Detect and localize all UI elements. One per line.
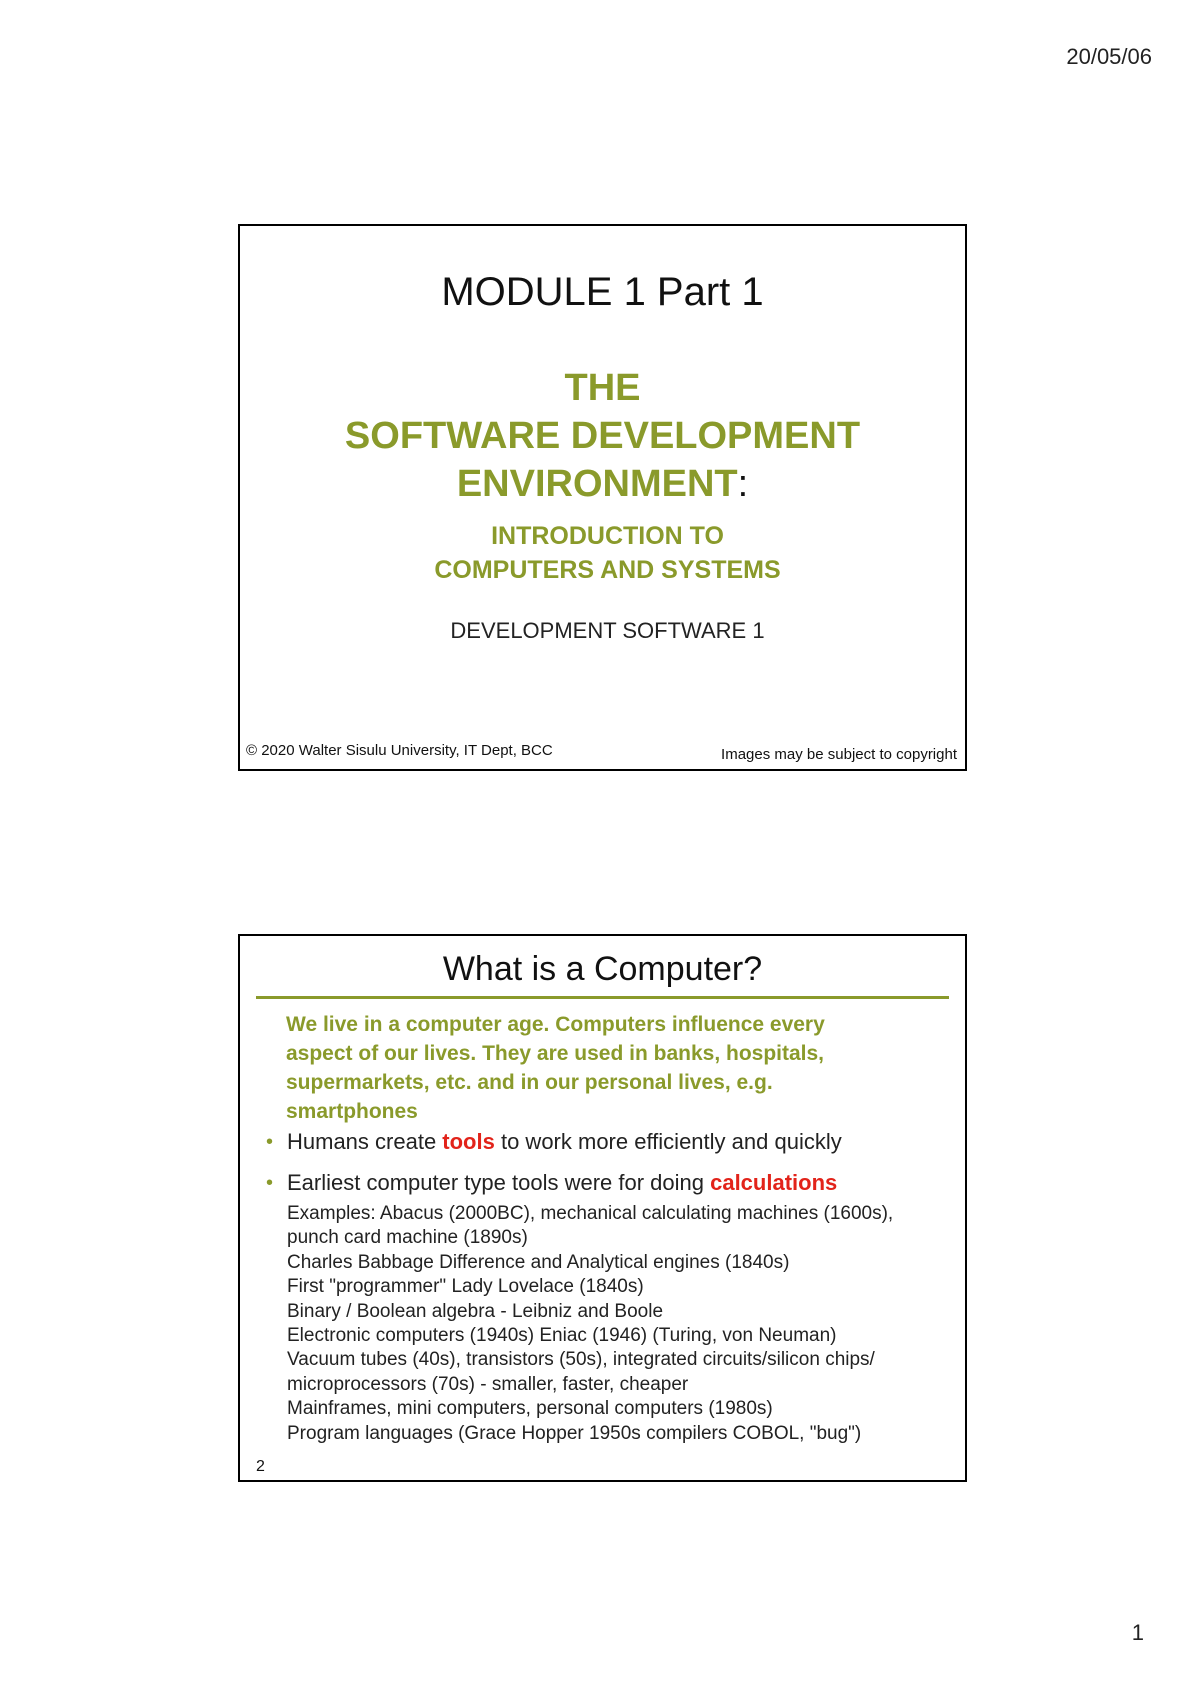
slide-2-title: What is a Computer? — [442, 950, 763, 988]
highlight-tools: tools — [442, 1129, 495, 1154]
example-line: punch card machine (1890s) — [287, 1227, 528, 1249]
example-line: Program languages (Grace Hopper 1950s compilers COBOL, "bug") — [287, 1422, 862, 1444]
images-copyright-note: Images may be subject to copyright — [721, 746, 957, 763]
bullet-calculations — [266, 1169, 945, 1197]
title-divider — [256, 996, 949, 999]
slide-number: 2 — [256, 1458, 265, 1475]
example-line: First "programmer" Lady Lovelace (1840s) — [287, 1276, 644, 1298]
example-line: Examples: Abacus (2000BC), mechanical calculating machines (1600s), — [287, 1203, 894, 1224]
example-line: Mainframes, mini computers, personal computers (1980s) — [287, 1398, 773, 1420]
bullet-tools — [266, 1128, 945, 1156]
bullet-text-after: to work more efficiently and quickly — [494, 1129, 842, 1154]
intro-line: smartphones — [286, 1100, 418, 1123]
bullet-dot-icon: • — [266, 1172, 274, 1194]
example-line: Electronic computers (1940s) Eniac (1946) (Turing, von Neuman) — [287, 1325, 837, 1347]
title-line-2: SOFTWARE DEVELOPMENT — [344, 415, 861, 457]
examples-list — [287, 1202, 945, 1446]
intro-line: supermarkets, etc. and in our personal lives, e.g. — [286, 1071, 773, 1094]
bullet-dot-icon: • — [266, 1131, 274, 1153]
slide-1 — [238, 224, 967, 771]
bullet-text — [287, 1128, 945, 1156]
example-line: Vacuum tubes (40s), transistors (50s), integrated circuits/silicon chips/ — [287, 1349, 875, 1371]
example-line: Binary / Boolean algebra - Leibniz and Boole — [287, 1300, 664, 1322]
example-line: Charles Babbage Difference and Analytical engines (1840s) — [287, 1251, 790, 1273]
example-line: microprocessors (70s) - smaller, faster, cheaper — [287, 1373, 689, 1395]
bullet-text-before: Humans create — [287, 1129, 443, 1154]
title-colon: : — [737, 463, 749, 505]
highlight-calculations: calculations — [710, 1170, 838, 1195]
title-line-3-text: ENVIRONMENT — [456, 463, 738, 505]
slide-2 — [238, 934, 967, 1482]
page-number: 1 — [1131, 1620, 1144, 1645]
intro-paragraph — [286, 1010, 935, 1126]
slide-1-title — [240, 364, 965, 508]
intro-line: aspect of our lives. They are used in banks, hospitals, — [286, 1042, 825, 1065]
course-name: DEVELOPMENT SOFTWARE 1 — [450, 618, 765, 643]
slide-1-subtitle — [250, 519, 965, 587]
copyright-notice: © 2020 Walter Sisulu University, IT Dept, BCC — [246, 742, 553, 759]
module-heading: MODULE 1 Part 1 — [441, 270, 764, 314]
subtitle-line-2: COMPUTERS AND SYSTEMS — [434, 556, 781, 584]
subtitle-line-1: INTRODUCTION TO — [491, 522, 724, 550]
title-line-1: THE — [564, 367, 641, 409]
title-line-3 — [240, 460, 965, 508]
bullet-text-before: Earliest computer type tools were for doing — [287, 1170, 711, 1195]
intro-line: We live in a computer age. Computers influence every — [286, 1013, 825, 1036]
page-date: 20/05/06 — [1066, 44, 1152, 69]
bullet-text — [287, 1169, 945, 1197]
